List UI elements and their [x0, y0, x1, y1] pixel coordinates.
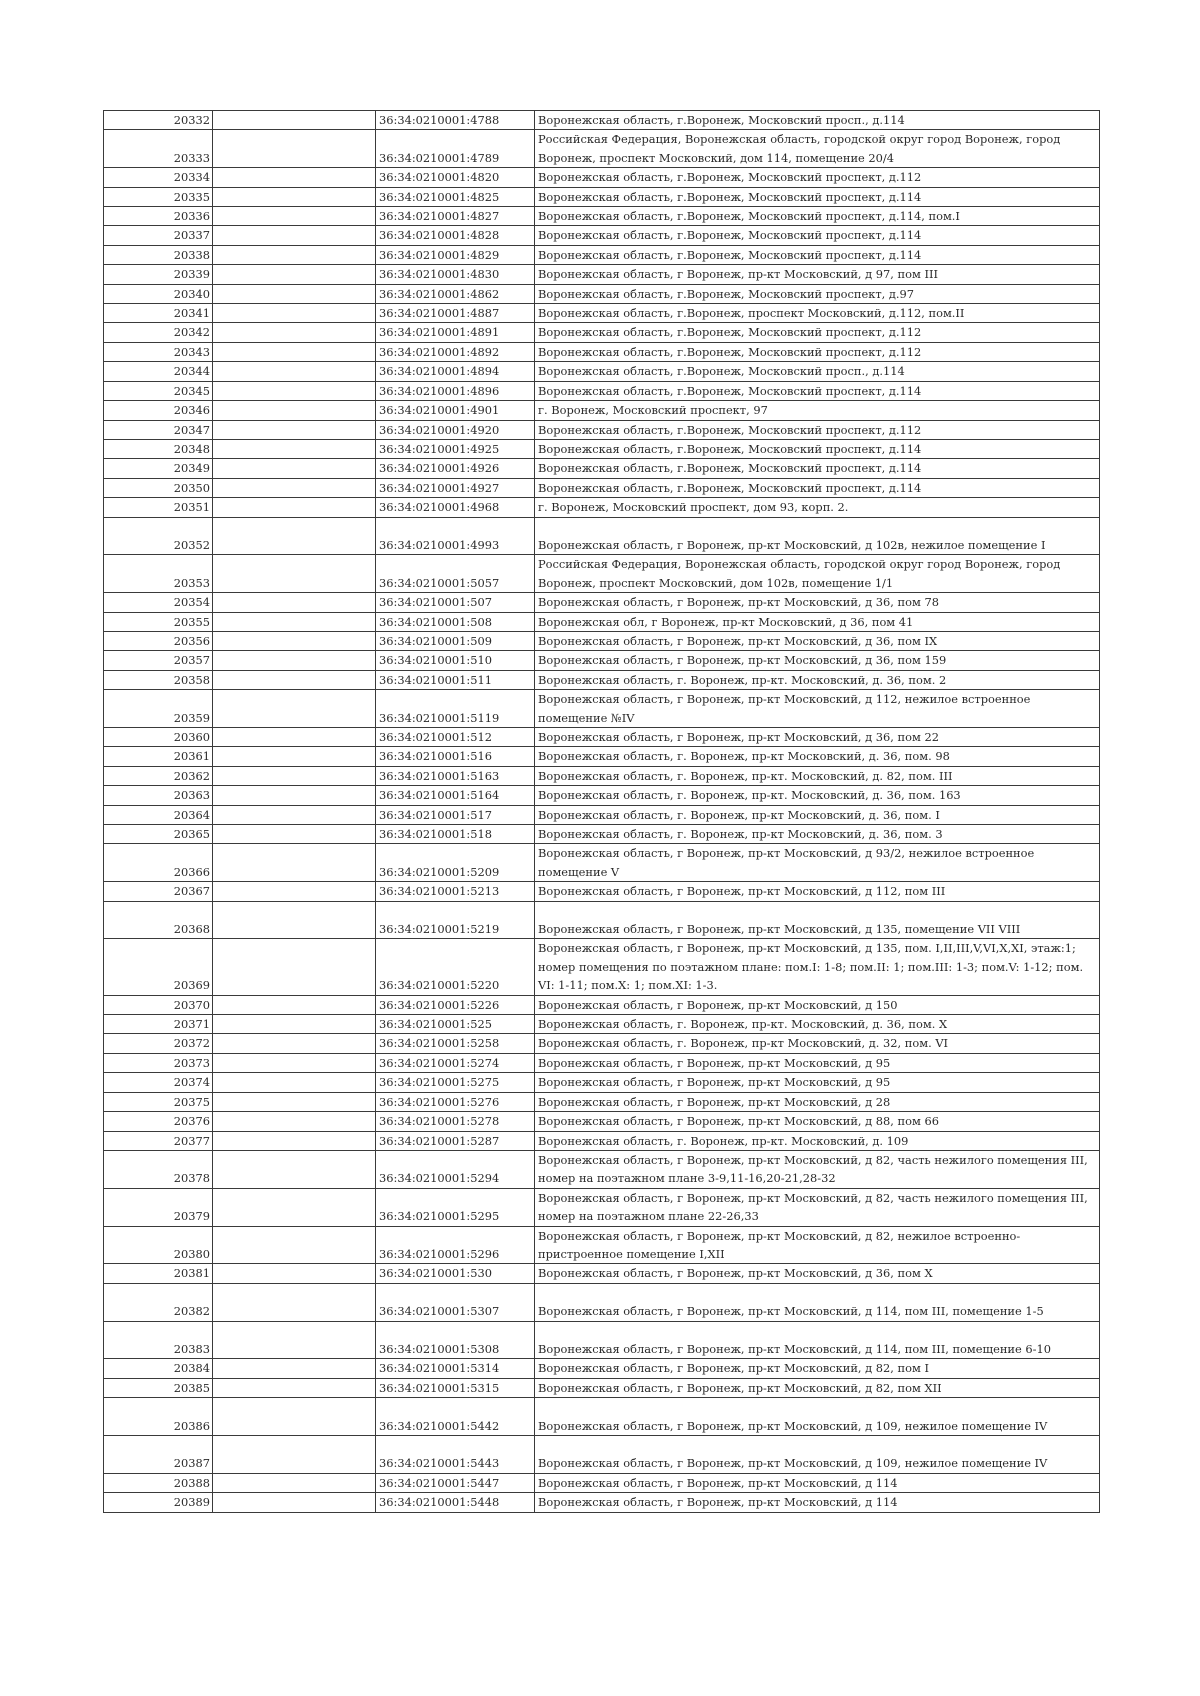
cadastral-number-cell: 36:34:0210001:4827	[376, 207, 535, 226]
table-row	[104, 1015, 1100, 1034]
cadastral-number-cell: 36:34:0210001:4920	[376, 420, 535, 439]
cadastral-number-cell: 36:34:0210001:5275	[376, 1073, 535, 1092]
cadastral-number-cell: 36:34:0210001:4820	[376, 168, 535, 187]
cadastral-number-cell: 36:34:0210001:5220	[376, 939, 535, 995]
table-row	[104, 901, 1100, 939]
address-cell: Воронежская область, г.Воронеж, Московский проспект, д.112	[535, 168, 1100, 187]
row-number-cell: 20343	[104, 342, 213, 361]
address-cell: Воронежская область, г Воронеж, пр-кт Московский, д 82, пом I	[535, 1359, 1100, 1378]
row-number-cell: 20354	[104, 593, 213, 612]
table-row	[104, 401, 1100, 420]
address-cell: Воронежская область, г Воронеж, пр-кт Московский, д 135, пом. I,II,III,V,VI,X,XI, этаж:1; номер помещения по поэтажном плане: пом.I: 1-8; пом.II: 1; пом.III: 1-3; пом.V: 1-12; пом. VI: 1-11; пом.X: 1; пом.XI: 1-3.	[535, 939, 1100, 995]
empty-cell	[213, 1073, 376, 1092]
registry-table-body	[104, 111, 1100, 1513]
cadastral-number-cell: 36:34:0210001:5219	[376, 901, 535, 939]
cadastral-number-cell: 36:34:0210001:4789	[376, 130, 535, 168]
empty-cell	[213, 995, 376, 1014]
row-number-cell: 20371	[104, 1015, 213, 1034]
row-number-cell: 20387	[104, 1435, 213, 1473]
cadastral-number-cell: 36:34:0210001:518	[376, 825, 535, 844]
empty-cell	[213, 1264, 376, 1283]
cadastral-number-cell: 36:34:0210001:516	[376, 747, 535, 766]
address-cell: Воронежская область, г Воронеж, пр-кт Московский, д 95	[535, 1053, 1100, 1072]
cadastral-number-cell: 36:34:0210001:5315	[376, 1378, 535, 1397]
table-row	[104, 362, 1100, 381]
empty-cell	[213, 844, 376, 882]
row-number-cell: 20352	[104, 517, 213, 555]
table-row	[104, 747, 1100, 766]
row-number-cell: 20334	[104, 168, 213, 187]
table-row	[104, 1398, 1100, 1436]
table-row	[104, 1073, 1100, 1092]
empty-cell	[213, 651, 376, 670]
cadastral-number-cell: 36:34:0210001:5443	[376, 1435, 535, 1473]
cadastral-number-cell: 36:34:0210001:5209	[376, 844, 535, 882]
address-cell: Воронежская область, г.Воронеж, Московский проспект, д.97	[535, 284, 1100, 303]
address-cell: Воронежская область, г Воронеж, пр-кт Московский, д 93/2, нежилое встроенное помещение V	[535, 844, 1100, 882]
address-cell: Воронежская область, г Воронеж, пр-кт Московский, д 114, пом III, помещение 6-10	[535, 1321, 1100, 1359]
cadastral-number-cell: 36:34:0210001:4901	[376, 401, 535, 420]
address-cell: Воронежская область, г Воронеж, пр-кт Московский, д 36, пом X	[535, 1264, 1100, 1283]
empty-cell	[213, 168, 376, 187]
row-number-cell: 20351	[104, 498, 213, 517]
table-row	[104, 844, 1100, 882]
empty-cell	[213, 882, 376, 901]
row-number-cell: 20373	[104, 1053, 213, 1072]
cadastral-number-cell: 36:34:0210001:4968	[376, 498, 535, 517]
cadastral-number-cell: 36:34:0210001:5308	[376, 1321, 535, 1359]
address-cell: Воронежская область, г Воронеж, пр-кт Московский, д 102в, нежилое помещение I	[535, 517, 1100, 555]
address-cell: г. Воронеж, Московский проспект, 97	[535, 401, 1100, 420]
table-row	[104, 498, 1100, 517]
cadastral-number-cell: 36:34:0210001:5213	[376, 882, 535, 901]
table-row	[104, 207, 1100, 226]
address-cell: Воронежская область, г.Воронеж, Московский проспект, д.112	[535, 323, 1100, 342]
table-row	[104, 111, 1100, 130]
table-row	[104, 478, 1100, 497]
cadastral-number-cell: 36:34:0210001:4925	[376, 439, 535, 458]
table-row	[104, 1226, 1100, 1264]
table-row	[104, 187, 1100, 206]
empty-cell	[213, 1015, 376, 1034]
address-cell: Воронежская область, г. Воронеж, пр-кт. Московский, д. 36, пом. 2	[535, 670, 1100, 689]
table-row	[104, 825, 1100, 844]
cadastral-number-cell: 36:34:0210001:517	[376, 805, 535, 824]
cadastral-number-cell: 36:34:0210001:4830	[376, 265, 535, 284]
address-cell: Воронежская область, г.Воронеж, Московский проспект, д.114, пом.I	[535, 207, 1100, 226]
row-number-cell: 20338	[104, 245, 213, 264]
row-number-cell: 20357	[104, 651, 213, 670]
empty-cell	[213, 727, 376, 746]
row-number-cell: 20360	[104, 727, 213, 746]
cadastral-number-cell: 36:34:0210001:4862	[376, 284, 535, 303]
address-cell: Воронежская область, г.Воронеж, Московский проспект, д.114	[535, 459, 1100, 478]
empty-cell	[213, 401, 376, 420]
row-number-cell: 20384	[104, 1359, 213, 1378]
cadastral-number-cell: 36:34:0210001:509	[376, 631, 535, 650]
address-cell: Воронежская область, г Воронеж, пр-кт Московский, д 88, пом 66	[535, 1112, 1100, 1131]
row-number-cell: 20355	[104, 612, 213, 631]
cadastral-number-cell: 36:34:0210001:4896	[376, 381, 535, 400]
empty-cell	[213, 939, 376, 995]
empty-cell	[213, 1053, 376, 1072]
empty-cell	[213, 1092, 376, 1111]
empty-cell	[213, 459, 376, 478]
table-row	[104, 1131, 1100, 1150]
empty-cell	[213, 187, 376, 206]
row-number-cell: 20363	[104, 786, 213, 805]
empty-cell	[213, 1359, 376, 1378]
empty-cell	[213, 1131, 376, 1150]
empty-cell	[213, 1112, 376, 1131]
address-cell: Воронежская область, г Воронеж, пр-кт Московский, д 109, нежилое помещение IV	[535, 1398, 1100, 1436]
address-cell: Воронежская область, г. Воронеж, пр-кт. Московский, д. 109	[535, 1131, 1100, 1150]
table-row	[104, 1493, 1100, 1512]
row-number-cell: 20366	[104, 844, 213, 882]
empty-cell	[213, 747, 376, 766]
row-number-cell: 20344	[104, 362, 213, 381]
address-cell: Воронежская область, г Воронеж, пр-кт Московский, д 36, пом IX	[535, 631, 1100, 650]
cadastral-number-cell: 36:34:0210001:5258	[376, 1034, 535, 1053]
table-row	[104, 1053, 1100, 1072]
row-number-cell: 20386	[104, 1398, 213, 1436]
address-cell: Воронежская область, г. Воронеж, пр-кт Московский, д. 36, пом. 3	[535, 825, 1100, 844]
empty-cell	[213, 439, 376, 458]
cadastral-number-cell: 36:34:0210001:4825	[376, 187, 535, 206]
table-row	[104, 130, 1100, 168]
cadastral-number-cell: 36:34:0210001:5294	[376, 1150, 535, 1188]
cadastral-number-cell: 36:34:0210001:5295	[376, 1188, 535, 1226]
empty-cell	[213, 362, 376, 381]
empty-cell	[213, 1188, 376, 1226]
row-number-cell: 20356	[104, 631, 213, 650]
table-row	[104, 670, 1100, 689]
row-number-cell: 20332	[104, 111, 213, 130]
row-number-cell: 20349	[104, 459, 213, 478]
cadastral-number-cell: 36:34:0210001:5296	[376, 1226, 535, 1264]
address-cell: г. Воронеж, Московский проспект, дом 93, корп. 2.	[535, 498, 1100, 517]
empty-cell	[213, 690, 376, 728]
row-number-cell: 20339	[104, 265, 213, 284]
empty-cell	[213, 593, 376, 612]
table-row	[104, 882, 1100, 901]
cadastral-number-cell: 36:34:0210001:5274	[376, 1053, 535, 1072]
address-cell: Воронежская область, г Воронеж, пр-кт Московский, д 36, пом 78	[535, 593, 1100, 612]
empty-cell	[213, 111, 376, 130]
address-cell: Воронежская область, г Воронеж, пр-кт Московский, д 97, пом III	[535, 265, 1100, 284]
empty-cell	[213, 130, 376, 168]
cadastral-number-cell: 36:34:0210001:508	[376, 612, 535, 631]
address-cell: Воронежская область, г Воронеж, пр-кт Московский, д 28	[535, 1092, 1100, 1111]
cadastral-number-cell: 36:34:0210001:4887	[376, 304, 535, 323]
row-number-cell: 20359	[104, 690, 213, 728]
row-number-cell: 20345	[104, 381, 213, 400]
table-row	[104, 245, 1100, 264]
empty-cell	[213, 478, 376, 497]
empty-cell	[213, 766, 376, 785]
address-cell: Воронежская область, г. Воронеж, пр-кт. Московский, д. 36, пом. X	[535, 1015, 1100, 1034]
empty-cell	[213, 498, 376, 517]
address-cell: Воронежская область, г. Воронеж, пр-кт Московский, д. 32, пом. VI	[535, 1034, 1100, 1053]
table-row	[104, 439, 1100, 458]
row-number-cell: 20381	[104, 1264, 213, 1283]
empty-cell	[213, 265, 376, 284]
empty-cell	[213, 420, 376, 439]
table-row	[104, 284, 1100, 303]
cadastral-number-cell: 36:34:0210001:530	[376, 1264, 535, 1283]
empty-cell	[213, 1473, 376, 1492]
address-cell: Воронежская область, г.Воронеж, Московский проспект, д.112	[535, 342, 1100, 361]
row-number-cell: 20368	[104, 901, 213, 939]
cadastral-number-cell: 36:34:0210001:5447	[376, 1473, 535, 1492]
table-row	[104, 690, 1100, 728]
empty-cell	[213, 323, 376, 342]
table-row	[104, 420, 1100, 439]
table-row	[104, 381, 1100, 400]
table-row	[104, 631, 1100, 650]
table-row	[104, 1359, 1100, 1378]
table-row	[104, 1435, 1100, 1473]
address-cell: Воронежская область, г. Воронеж, пр-кт Московский, д. 36, пом. I	[535, 805, 1100, 824]
address-cell: Воронежская область, г.Воронеж, Московский просп., д.114	[535, 111, 1100, 130]
empty-cell	[213, 517, 376, 555]
address-cell: Воронежская область, г Воронеж, пр-кт Московский, д 36, пом 22	[535, 727, 1100, 746]
table-row	[104, 1321, 1100, 1359]
address-cell: Российская Федерация, Воронежская область, городской округ город Воронеж, город Воронеж, проспект Московский, дом 102в, помещение 1/1	[535, 555, 1100, 593]
table-row	[104, 651, 1100, 670]
row-number-cell: 20369	[104, 939, 213, 995]
table-row	[104, 1283, 1100, 1321]
cadastral-number-cell: 36:34:0210001:5442	[376, 1398, 535, 1436]
cadastral-number-cell: 36:34:0210001:4891	[376, 323, 535, 342]
table-row	[104, 517, 1100, 555]
address-cell: Воронежская обл, г Воронеж, пр-кт Московский, д 36, пом 41	[535, 612, 1100, 631]
table-row	[104, 939, 1100, 995]
address-cell: Российская Федерация, Воронежская область, городской округ город Воронеж, город Воронеж, проспект Московский, дом 114, помещение 20/4	[535, 130, 1100, 168]
cadastral-number-cell: 36:34:0210001:4894	[376, 362, 535, 381]
address-cell: Воронежская область, г Воронеж, пр-кт Московский, д 112, нежилое встроенное помещение №IV	[535, 690, 1100, 728]
table-row	[104, 1473, 1100, 1492]
empty-cell	[213, 381, 376, 400]
address-cell: Воронежская область, г Воронеж, пр-кт Московский, д 82, нежилое встроенно-пристроенное помещение I,XII	[535, 1226, 1100, 1264]
row-number-cell: 20337	[104, 226, 213, 245]
empty-cell	[213, 1034, 376, 1053]
row-number-cell: 20333	[104, 130, 213, 168]
row-number-cell: 20364	[104, 805, 213, 824]
row-number-cell: 20374	[104, 1073, 213, 1092]
table-row	[104, 168, 1100, 187]
table-row	[104, 995, 1100, 1014]
row-number-cell: 20388	[104, 1473, 213, 1492]
address-cell: Воронежская область, г.Воронеж, проспект Московский, д.112, пом.II	[535, 304, 1100, 323]
row-number-cell: 20358	[104, 670, 213, 689]
row-number-cell: 20336	[104, 207, 213, 226]
row-number-cell: 20378	[104, 1150, 213, 1188]
table-row	[104, 459, 1100, 478]
empty-cell	[213, 304, 376, 323]
address-cell: Воронежская область, г Воронеж, пр-кт Московский, д 114	[535, 1473, 1100, 1492]
cadastral-number-cell: 36:34:0210001:5276	[376, 1092, 535, 1111]
table-row	[104, 1150, 1100, 1188]
cadastral-number-cell: 36:34:0210001:5164	[376, 786, 535, 805]
address-cell: Воронежская область, г Воронеж, пр-кт Московский, д 150	[535, 995, 1100, 1014]
empty-cell	[213, 612, 376, 631]
address-cell: Воронежская область, г.Воронеж, Московский проспект, д.114	[535, 245, 1100, 264]
row-number-cell: 20353	[104, 555, 213, 593]
row-number-cell: 20342	[104, 323, 213, 342]
table-row	[104, 1034, 1100, 1053]
cadastral-number-cell: 36:34:0210001:525	[376, 1015, 535, 1034]
empty-cell	[213, 805, 376, 824]
row-number-cell: 20383	[104, 1321, 213, 1359]
table-row	[104, 612, 1100, 631]
cadastral-number-cell: 36:34:0210001:4829	[376, 245, 535, 264]
cadastral-number-cell: 36:34:0210001:4892	[376, 342, 535, 361]
empty-cell	[213, 1226, 376, 1264]
cadastral-number-cell: 36:34:0210001:4993	[376, 517, 535, 555]
table-row	[104, 1264, 1100, 1283]
table-row	[104, 766, 1100, 785]
address-cell: Воронежская область, г. Воронеж, пр-кт. Московский, д. 36, пом. 163	[535, 786, 1100, 805]
empty-cell	[213, 1283, 376, 1321]
table-row	[104, 786, 1100, 805]
row-number-cell: 20376	[104, 1112, 213, 1131]
row-number-cell: 20340	[104, 284, 213, 303]
table-row	[104, 1378, 1100, 1397]
cadastral-number-cell: 36:34:0210001:5119	[376, 690, 535, 728]
empty-cell	[213, 786, 376, 805]
address-cell: Воронежская область, г.Воронеж, Московский просп., д.114	[535, 362, 1100, 381]
row-number-cell: 20348	[104, 439, 213, 458]
address-cell: Воронежская область, г Воронеж, пр-кт Московский, д 95	[535, 1073, 1100, 1092]
row-number-cell: 20341	[104, 304, 213, 323]
address-cell: Воронежская область, г.Воронеж, Московский проспект, д.114	[535, 381, 1100, 400]
empty-cell	[213, 284, 376, 303]
address-cell: Воронежская область, г.Воронеж, Московский проспект, д.114	[535, 478, 1100, 497]
empty-cell	[213, 207, 376, 226]
cadastral-number-cell: 36:34:0210001:5226	[376, 995, 535, 1014]
empty-cell	[213, 1493, 376, 1512]
cadastral-number-cell: 36:34:0210001:4828	[376, 226, 535, 245]
address-cell: Воронежская область, г.Воронеж, Московский проспект, д.112	[535, 420, 1100, 439]
table-row	[104, 593, 1100, 612]
table-row	[104, 1092, 1100, 1111]
empty-cell	[213, 825, 376, 844]
address-cell: Воронежская область, г. Воронеж, пр-кт Московский, д. 36, пом. 98	[535, 747, 1100, 766]
row-number-cell: 20370	[104, 995, 213, 1014]
address-cell: Воронежская область, г Воронеж, пр-кт Московский, д 109, нежилое помещение IV	[535, 1435, 1100, 1473]
cadastral-number-cell: 36:34:0210001:4788	[376, 111, 535, 130]
cadastral-number-cell: 36:34:0210001:4927	[376, 478, 535, 497]
cadastral-number-cell: 36:34:0210001:512	[376, 727, 535, 746]
empty-cell	[213, 1321, 376, 1359]
row-number-cell: 20385	[104, 1378, 213, 1397]
row-number-cell: 20362	[104, 766, 213, 785]
empty-cell	[213, 245, 376, 264]
address-cell: Воронежская область, г Воронеж, пр-кт Московский, д 135, помещение VII VIII	[535, 901, 1100, 939]
empty-cell	[213, 342, 376, 361]
row-number-cell: 20361	[104, 747, 213, 766]
table-row	[104, 323, 1100, 342]
address-cell: Воронежская область, г Воронеж, пр-кт Московский, д 114, пом III, помещение 1-5	[535, 1283, 1100, 1321]
row-number-cell: 20367	[104, 882, 213, 901]
table-row	[104, 304, 1100, 323]
table-row	[104, 727, 1100, 746]
row-number-cell: 20382	[104, 1283, 213, 1321]
table-row	[104, 555, 1100, 593]
row-number-cell: 20347	[104, 420, 213, 439]
table-row	[104, 1112, 1100, 1131]
cadastral-number-cell: 36:34:0210001:5448	[376, 1493, 535, 1512]
cadastral-number-cell: 36:34:0210001:5163	[376, 766, 535, 785]
registry-table	[103, 110, 1100, 1513]
cadastral-number-cell: 36:34:0210001:5287	[376, 1131, 535, 1150]
row-number-cell: 20377	[104, 1131, 213, 1150]
empty-cell	[213, 631, 376, 650]
address-cell: Воронежская область, г.Воронеж, Московский проспект, д.114	[535, 226, 1100, 245]
cadastral-number-cell: 36:34:0210001:5314	[376, 1359, 535, 1378]
empty-cell	[213, 1150, 376, 1188]
address-cell: Воронежская область, г Воронеж, пр-кт Московский, д 114	[535, 1493, 1100, 1512]
empty-cell	[213, 1398, 376, 1436]
row-number-cell: 20379	[104, 1188, 213, 1226]
address-cell: Воронежская область, г Воронеж, пр-кт Московский, д 36, пом 159	[535, 651, 1100, 670]
row-number-cell: 20380	[104, 1226, 213, 1264]
row-number-cell: 20335	[104, 187, 213, 206]
cadastral-number-cell: 36:34:0210001:5307	[376, 1283, 535, 1321]
row-number-cell: 20375	[104, 1092, 213, 1111]
cadastral-number-cell: 36:34:0210001:511	[376, 670, 535, 689]
address-cell: Воронежская область, г. Воронеж, пр-кт. Московский, д. 82, пом. III	[535, 766, 1100, 785]
empty-cell	[213, 226, 376, 245]
table-row	[104, 226, 1100, 245]
cadastral-number-cell: 36:34:0210001:507	[376, 593, 535, 612]
cadastral-number-cell: 36:34:0210001:510	[376, 651, 535, 670]
address-cell: Воронежская область, г Воронеж, пр-кт Московский, д 112, пом III	[535, 882, 1100, 901]
cadastral-number-cell: 36:34:0210001:5278	[376, 1112, 535, 1131]
address-cell: Воронежская область, г Воронеж, пр-кт Московский, д 82, пом XII	[535, 1378, 1100, 1397]
row-number-cell: 20365	[104, 825, 213, 844]
cadastral-number-cell: 36:34:0210001:4926	[376, 459, 535, 478]
empty-cell	[213, 555, 376, 593]
address-cell: Воронежская область, г Воронеж, пр-кт Московский, д 82, часть нежилого помещения III, номер на поэтажном плане 3-9,11-16,20-21,28-32	[535, 1150, 1100, 1188]
empty-cell	[213, 1435, 376, 1473]
row-number-cell: 20350	[104, 478, 213, 497]
cadastral-number-cell: 36:34:0210001:5057	[376, 555, 535, 593]
table-row	[104, 1188, 1100, 1226]
address-cell: Воронежская область, г Воронеж, пр-кт Московский, д 82, часть нежилого помещения III, номер на поэтажном плане 22-26,33	[535, 1188, 1100, 1226]
empty-cell	[213, 1378, 376, 1397]
table-row	[104, 265, 1100, 284]
empty-cell	[213, 670, 376, 689]
empty-cell	[213, 901, 376, 939]
address-cell: Воронежская область, г.Воронеж, Московский проспект, д.114	[535, 187, 1100, 206]
row-number-cell: 20389	[104, 1493, 213, 1512]
row-number-cell: 20346	[104, 401, 213, 420]
address-cell: Воронежская область, г.Воронеж, Московский проспект, д.114	[535, 439, 1100, 458]
table-row	[104, 342, 1100, 361]
row-number-cell: 20372	[104, 1034, 213, 1053]
table-row	[104, 805, 1100, 824]
